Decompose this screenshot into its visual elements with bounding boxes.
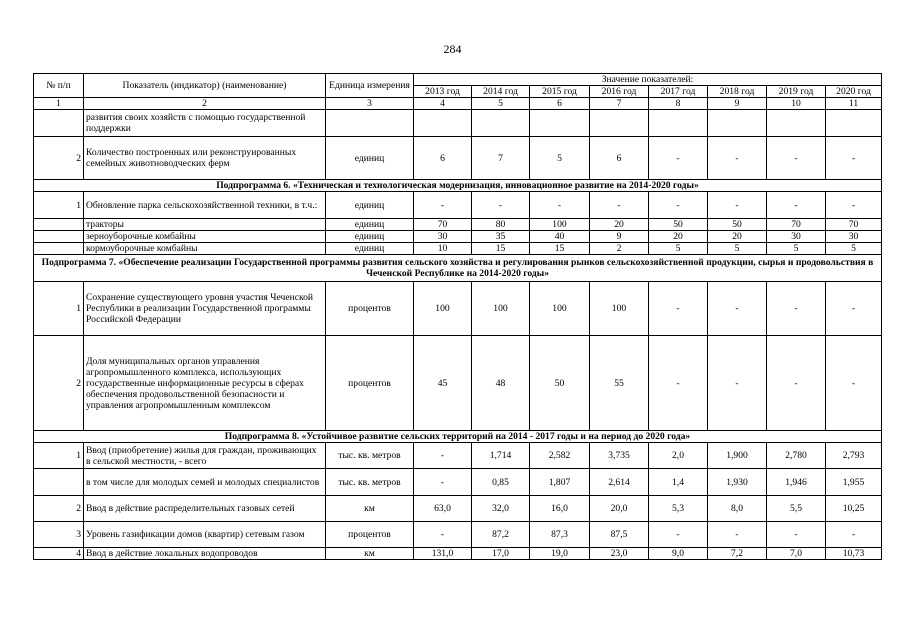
value-cell: 131,0: [414, 548, 472, 560]
value-cell: 30: [414, 231, 472, 243]
row-number: [34, 219, 84, 231]
value-cell: [826, 110, 882, 137]
indicator-name: кормоуборочные комбайны: [84, 243, 326, 255]
value-cell: -: [414, 522, 472, 548]
value-cell: -: [826, 522, 882, 548]
value-cell: 5: [767, 243, 826, 255]
value-cell: 100: [530, 282, 590, 336]
indicator-name: Ввод в действие распределительных газовых сетей: [84, 496, 326, 522]
header-year: 2013 год: [414, 86, 472, 98]
unit: [326, 110, 414, 137]
section-row: [34, 180, 882, 192]
value-cell: 87,5: [590, 522, 649, 548]
value-cell: 48: [472, 336, 530, 431]
value-cell: 100: [530, 219, 590, 231]
value-cell: -: [767, 336, 826, 431]
row-number: [34, 110, 84, 137]
header-year: 2020 год: [826, 86, 882, 98]
header-unit: Единица измерения: [326, 74, 414, 98]
unit: процентов: [326, 522, 414, 548]
value-cell: [649, 110, 708, 137]
table-row: [34, 231, 882, 243]
column-number: 1: [34, 98, 84, 110]
value-cell: 0,85: [472, 469, 530, 496]
header-number: № п/п: [34, 74, 84, 98]
column-number: 9: [708, 98, 767, 110]
value-cell: 20: [590, 219, 649, 231]
value-cell: 1,955: [826, 469, 882, 496]
section-title: Подпрограмма 8. «Устойчивое развитие сельских территорий на 2014 - 2017 годы и на период до 2020 года»: [34, 431, 882, 443]
value-cell: 10,25: [826, 496, 882, 522]
header-year: 2018 год: [708, 86, 767, 98]
value-cell: 1,930: [708, 469, 767, 496]
value-cell: 100: [590, 282, 649, 336]
value-cell: 6: [414, 137, 472, 180]
row-number: 2: [34, 496, 84, 522]
value-cell: -: [649, 336, 708, 431]
header-indicator: Показатель (индикатор) (наименование): [84, 74, 326, 98]
value-cell: 5,3: [649, 496, 708, 522]
column-number: 5: [472, 98, 530, 110]
value-cell: -: [708, 137, 767, 180]
header-values: Значение показателей:: [414, 74, 882, 86]
header-year: 2015 год: [530, 86, 590, 98]
column-number: 11: [826, 98, 882, 110]
value-cell: 1,4: [649, 469, 708, 496]
row-number: 2: [34, 137, 84, 180]
table-row: [34, 443, 882, 469]
row-number: [34, 243, 84, 255]
table-row: [34, 496, 882, 522]
indicator-name: зерноуборочные комбайны: [84, 231, 326, 243]
row-number: [34, 231, 84, 243]
value-cell: -: [708, 282, 767, 336]
value-cell: 5: [530, 137, 590, 180]
value-cell: -: [826, 336, 882, 431]
table-row: [34, 548, 882, 560]
value-cell: 15: [472, 243, 530, 255]
indicator-name: развития своих хозяйств с помощью государственной поддержки: [84, 110, 326, 137]
value-cell: 9,0: [649, 548, 708, 560]
indicator-name: Доля муниципальных органов управления агропромышленного комплекса, использующих государственные информационные ресурсы в сферах обеспечения продовольственной безопасности и управления агропромышленным комплексом: [84, 336, 326, 431]
indicator-name: тракторы: [84, 219, 326, 231]
value-cell: -: [649, 522, 708, 548]
unit: процентов: [326, 282, 414, 336]
unit: единиц: [326, 231, 414, 243]
table-row: [34, 137, 882, 180]
section-title: Подпрограмма 7. «Обеспечение реализации Государственной программы развития сельского хозяйства и регулирования рынков сельскохозяйственной продукции, сырья и продовольствия в Чеченской Республике на 2014-2020 годы»: [34, 255, 882, 282]
table-row: [34, 469, 882, 496]
value-cell: 1,807: [530, 469, 590, 496]
value-cell: -: [708, 192, 767, 219]
value-cell: 5: [826, 243, 882, 255]
indicator-name: Ввод (приобретение) жилья для граждан, проживающих в сельской местности, - всего: [84, 443, 326, 469]
value-cell: 50: [708, 219, 767, 231]
value-cell: -: [767, 522, 826, 548]
row-number: 4: [34, 548, 84, 560]
value-cell: 87,3: [530, 522, 590, 548]
value-cell: [590, 110, 649, 137]
value-cell: 7,0: [767, 548, 826, 560]
value-cell: 30: [826, 231, 882, 243]
header-year: 2014 год: [472, 86, 530, 98]
value-cell: 2,582: [530, 443, 590, 469]
value-cell: 9: [590, 231, 649, 243]
value-cell: 17,0: [472, 548, 530, 560]
value-cell: 30: [767, 231, 826, 243]
value-cell: -: [649, 137, 708, 180]
indicator-name: Количество построенных или реконструированных семейных животноводческих ферм: [84, 137, 326, 180]
value-cell: 70: [767, 219, 826, 231]
value-cell: 7,2: [708, 548, 767, 560]
unit: км: [326, 548, 414, 560]
value-cell: 50: [649, 219, 708, 231]
value-cell: -: [708, 336, 767, 431]
value-cell: 7: [472, 137, 530, 180]
table-row: [34, 192, 882, 219]
table-row: [34, 110, 882, 137]
value-cell: -: [414, 469, 472, 496]
value-cell: 80: [472, 219, 530, 231]
header-year: 2017 год: [649, 86, 708, 98]
column-number: 8: [649, 98, 708, 110]
value-cell: [530, 110, 590, 137]
value-cell: 19,0: [530, 548, 590, 560]
value-cell: 70: [414, 219, 472, 231]
table-row: [34, 522, 882, 548]
value-cell: -: [767, 282, 826, 336]
value-cell: 55: [590, 336, 649, 431]
indicator-name: Обновление парка сельскохозяйственной техники, в т.ч.:: [84, 192, 326, 219]
column-number: 2: [84, 98, 326, 110]
value-cell: 45: [414, 336, 472, 431]
value-cell: -: [530, 192, 590, 219]
value-cell: -: [708, 522, 767, 548]
unit: единиц: [326, 243, 414, 255]
indicator-name: Ввод в действие локальных водопроводов: [84, 548, 326, 560]
section-title: Подпрограмма 6. «Техническая и технологическая модернизация, инновационное развитие на 2014-2020 годы»: [34, 180, 882, 192]
value-cell: 2: [590, 243, 649, 255]
value-cell: 16,0: [530, 496, 590, 522]
value-cell: 100: [414, 282, 472, 336]
unit: тыс. кв. метров: [326, 469, 414, 496]
value-cell: [767, 110, 826, 137]
value-cell: 1,900: [708, 443, 767, 469]
value-cell: 20,0: [590, 496, 649, 522]
row-number: 3: [34, 522, 84, 548]
value-cell: 35: [472, 231, 530, 243]
section-row: [34, 255, 882, 282]
unit: км: [326, 496, 414, 522]
unit: единиц: [326, 137, 414, 180]
value-cell: 20: [708, 231, 767, 243]
value-cell: [472, 110, 530, 137]
table-row: [34, 336, 882, 431]
column-number: 7: [590, 98, 649, 110]
row-number: 1: [34, 282, 84, 336]
value-cell: 5: [649, 243, 708, 255]
column-number: 10: [767, 98, 826, 110]
value-cell: -: [826, 282, 882, 336]
value-cell: 5: [708, 243, 767, 255]
value-cell: 2,0: [649, 443, 708, 469]
indicator-name: Сохранение существующего уровня участия Чеченской Республики в реализации Государственной программы Российской Федерации: [84, 282, 326, 336]
value-cell: 87,2: [472, 522, 530, 548]
value-cell: 23,0: [590, 548, 649, 560]
value-cell: 8,0: [708, 496, 767, 522]
value-cell: 40: [530, 231, 590, 243]
value-cell: 100: [472, 282, 530, 336]
header-numbers-row: [34, 98, 882, 110]
column-number: 3: [326, 98, 414, 110]
value-cell: 70: [826, 219, 882, 231]
value-cell: -: [590, 192, 649, 219]
value-cell: -: [826, 137, 882, 180]
value-cell: 10,73: [826, 548, 882, 560]
header-year: 2019 год: [767, 86, 826, 98]
indicator-name: в том числе для молодых семей и молодых специалистов: [84, 469, 326, 496]
value-cell: 2,614: [590, 469, 649, 496]
header-year: 2016 год: [590, 86, 649, 98]
page-number: 284: [443, 42, 462, 56]
value-cell: 5,5: [767, 496, 826, 522]
section-row: [34, 431, 882, 443]
value-cell: -: [649, 282, 708, 336]
row-number: 1: [34, 443, 84, 469]
unit: единиц: [326, 192, 414, 219]
unit: тыс. кв. метров: [326, 443, 414, 469]
value-cell: 15: [530, 243, 590, 255]
value-cell: -: [767, 137, 826, 180]
value-cell: -: [414, 443, 472, 469]
value-cell: -: [472, 192, 530, 219]
value-cell: 1,946: [767, 469, 826, 496]
value-cell: 32,0: [472, 496, 530, 522]
value-cell: [708, 110, 767, 137]
value-cell: -: [826, 192, 882, 219]
table-row: [34, 219, 882, 231]
value-cell: 2,780: [767, 443, 826, 469]
unit: процентов: [326, 336, 414, 431]
row-number: [34, 469, 84, 496]
value-cell: -: [414, 192, 472, 219]
value-cell: -: [767, 192, 826, 219]
indicator-name: Уровень газификации домов (квартир) сетевым газом: [84, 522, 326, 548]
value-cell: 63,0: [414, 496, 472, 522]
unit: единиц: [326, 219, 414, 231]
row-number: 2: [34, 336, 84, 431]
table-row: [34, 282, 882, 336]
header-row: [34, 74, 882, 86]
value-cell: -: [649, 192, 708, 219]
value-cell: 3,735: [590, 443, 649, 469]
value-cell: 2,793: [826, 443, 882, 469]
table-row: [34, 243, 882, 255]
indicators-table: [33, 73, 882, 560]
value-cell: 1,714: [472, 443, 530, 469]
column-number: 4: [414, 98, 472, 110]
value-cell: 6: [590, 137, 649, 180]
value-cell: 10: [414, 243, 472, 255]
value-cell: [414, 110, 472, 137]
column-number: 6: [530, 98, 590, 110]
value-cell: 20: [649, 231, 708, 243]
row-number: 1: [34, 192, 84, 219]
value-cell: 50: [530, 336, 590, 431]
